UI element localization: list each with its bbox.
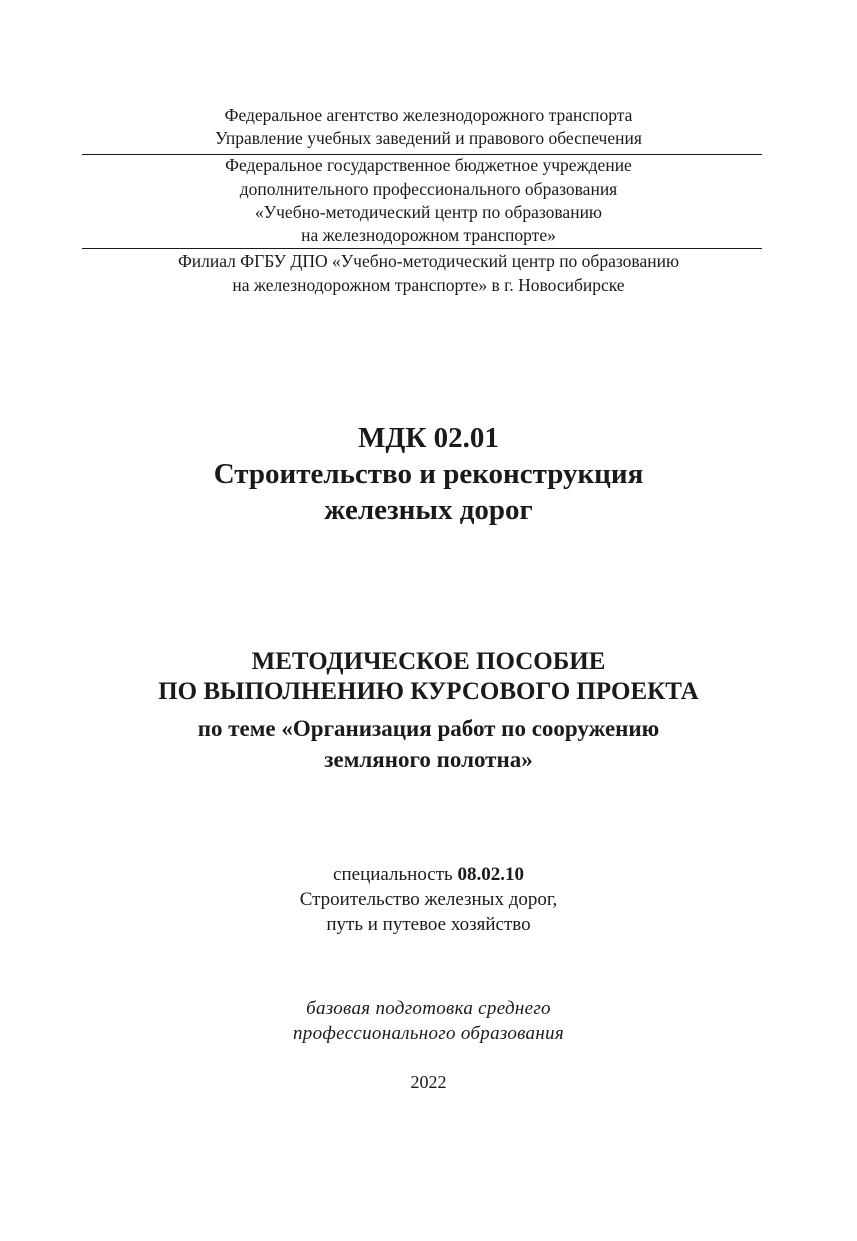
level-line-2: профессионального образования xyxy=(292,1023,565,1044)
specialty-name-line-1: Строительство железных дорог, xyxy=(299,889,558,910)
agency-line-1: Федеральное агентство железнодорожного транспорта xyxy=(224,105,633,125)
institution-line-1: Федеральное государственное бюджетное учреждение xyxy=(225,155,632,175)
specialty-prefix: специальность xyxy=(333,864,458,885)
header-divider-2 xyxy=(82,248,762,249)
branch-line-2: на железнодорожном транспорте» в г. Новосибирске xyxy=(232,275,625,295)
specialty-code: 08.02.10 xyxy=(457,864,524,885)
agency-line-2: Управление учебных заведений и правового обеспечения xyxy=(215,128,642,148)
course-title-line-2: железных дорог xyxy=(324,494,533,526)
institution-line-4: на железнодорожном транспорте» xyxy=(301,225,556,245)
manual-heading-line-2: ПО ВЫПОЛНЕНИЮ КУРСОВОГО ПРОЕКТА xyxy=(158,678,699,705)
specialty-name-line-2: путь и путевое хозяйство xyxy=(326,914,531,935)
institution-line-3: «Учебно-методический центр по образованию xyxy=(254,202,603,222)
level-line-1: базовая подготовка среднего xyxy=(306,998,551,1019)
course-title-line-1: Строительство и реконструкция xyxy=(213,458,644,490)
manual-heading-line-1: МЕТОДИЧЕСКОЕ ПОСОБИЕ xyxy=(251,648,606,675)
manual-topic-line-2: земляного полотна» xyxy=(324,747,533,772)
manual-topic-line-1: по теме «Организация работ по сооружению xyxy=(197,716,660,741)
publication-year: 2022 xyxy=(410,1072,447,1092)
institution-line-2: дополнительного профессионального образования xyxy=(239,179,618,199)
branch-line-1: Филиал ФГБУ ДПО «Учебно-методический центр по образованию xyxy=(177,251,680,271)
specialty-line xyxy=(0,862,857,887)
course-code: МДК 02.01 xyxy=(358,422,499,454)
